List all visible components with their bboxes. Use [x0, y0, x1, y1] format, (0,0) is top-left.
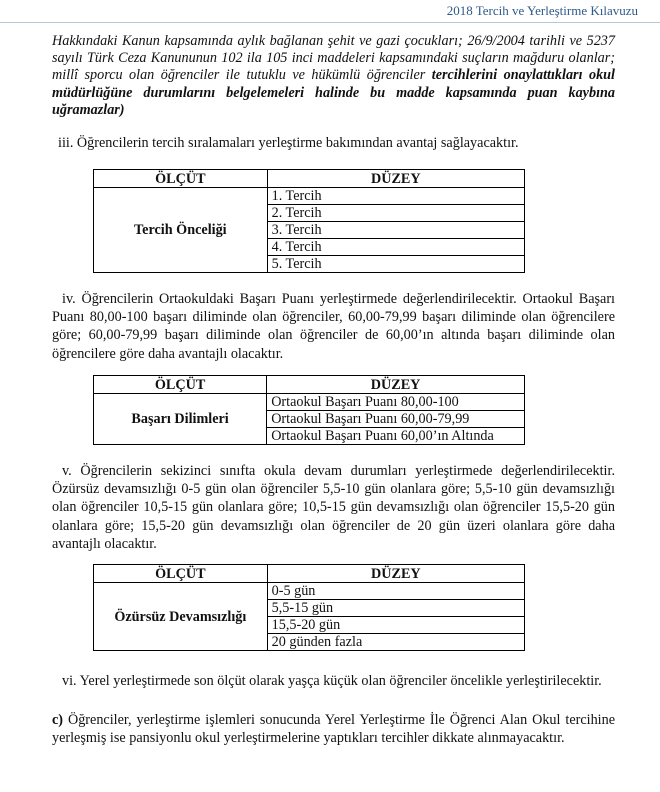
level-cell: 0-5 gün [267, 583, 524, 600]
intro-paragraph [52, 33, 615, 119]
item-v-text: v. Öğrencilerin sekizinci sınıfta okula devam durumları yerleştirmede değerlendirilecektir. Özürsüz devamsızlığı 0-5 gün olan öğrenciler 5,5-10 gün olanlara göre; 5,5-10 gün devamsızlığı olan öğrenciler 10,5-15 gün olanlara göre; 10,5-15 gün devamsızlığı olan öğrenciler 15,5-20 gün olanlara göre; 15,5-20 gün devamsızlığı olan öğrenciler de 20 gün üzeri olanlara göre daha avantajlı olacaktır. [52, 463, 615, 552]
col-header-criterion: ÖLÇÜT [94, 376, 267, 394]
criterion-cell: Tercih Önceliği [94, 188, 268, 273]
level-cell: Ortaokul Başarı Puanı 60,00’ın Altında [267, 428, 525, 445]
item-c-marker: c) [52, 712, 64, 728]
page-header-title: 2018 Tercih ve Yerleştirme Kılavuzu [446, 3, 638, 18]
level-cell: 1. Tercih [267, 188, 524, 205]
level-cell: 2. Tercih [267, 205, 524, 222]
col-header-criterion: ÖLÇÜT [94, 170, 268, 188]
level-cell: Ortaokul Başarı Puanı 80,00-100 [267, 394, 525, 411]
criterion-cell: Özürsüz Devamsızlığı [94, 583, 268, 651]
tercih-table [93, 169, 525, 273]
col-header-level: DÜZEY [267, 170, 524, 188]
intro-bold-text: tercihlerini onaylattıkları okul müdürlüğüne durumlarını belgelemeleri halinde bu madde kapsamında puan kaybına uğramazlar) [52, 67, 615, 118]
item-vi [52, 672, 615, 690]
level-cell: 5. Tercih [267, 256, 524, 273]
header-divider [0, 22, 660, 23]
item-c-text: Öğrenciler, yerleştirme işlemleri sonucunda Yerel Yerleştirme İle Öğrenci Alan Okul tercihine yerleşmiş ise pansiyonlu okul yerleştirmelerine yaptıkları tercihler dikkate alınmayacaktır. [52, 712, 616, 747]
level-cell: 15,5-20 gün [267, 617, 524, 634]
level-cell: 5,5-15 gün [267, 600, 524, 617]
criterion-cell: Başarı Dilimleri [94, 394, 267, 445]
devamsizlik-table [93, 564, 525, 651]
col-header-level: DÜZEY [267, 565, 524, 583]
level-cell: 3. Tercih [267, 222, 524, 239]
intro-italic-text: Hakkındaki Kanun kapsamında aylık bağlanan şehit ve gazi çocukları; 26/9/2004 tarihli ve 5237 sayılı Türk Ceza Kanununun 102 ila 105 inci maddeleri kapsamındaki suçların mağduru olanlar; millî sporcu olan öğrenciler ile tutuklu ve hükümlü öğrenciler [52, 33, 615, 84]
item-iv-text: iv. Öğrencilerin Ortaokuldaki Başarı Puanı yerleştirmede değerlendirilecektir. Ortaokul Başarı Puanı 80,00-100 başarı diliminde olan öğrenciler, 60,00-79,99 başarı diliminde olan öğrencilere göre; 60,00-79,99 başarı diliminde olan öğrenciler de 60,00’ın altında başarı diliminde olan öğrencilere göre daha avantajlı olacaktır. [52, 291, 615, 362]
level-cell: 4. Tercih [267, 239, 524, 256]
level-cell: Ortaokul Başarı Puanı 60,00-79,99 [267, 411, 525, 428]
item-c [52, 711, 615, 747]
item-vi-text: vi. Yerel yerleştirmede son ölçüt olarak yaşça küçük olan öğrenciler öncelikle yerleştirilecektir. [62, 673, 602, 689]
col-header-criterion: ÖLÇÜT [94, 565, 268, 583]
level-cell: 20 günden fazla [267, 634, 524, 651]
item-iii: iii. Öğrencilerin tercih sıralamaları yerleştirme bakımından avantaj sağlayacaktır. [58, 135, 519, 151]
item-v [52, 462, 615, 553]
item-iv [52, 290, 615, 363]
basari-table [93, 375, 525, 445]
col-header-level: DÜZEY [267, 376, 525, 394]
